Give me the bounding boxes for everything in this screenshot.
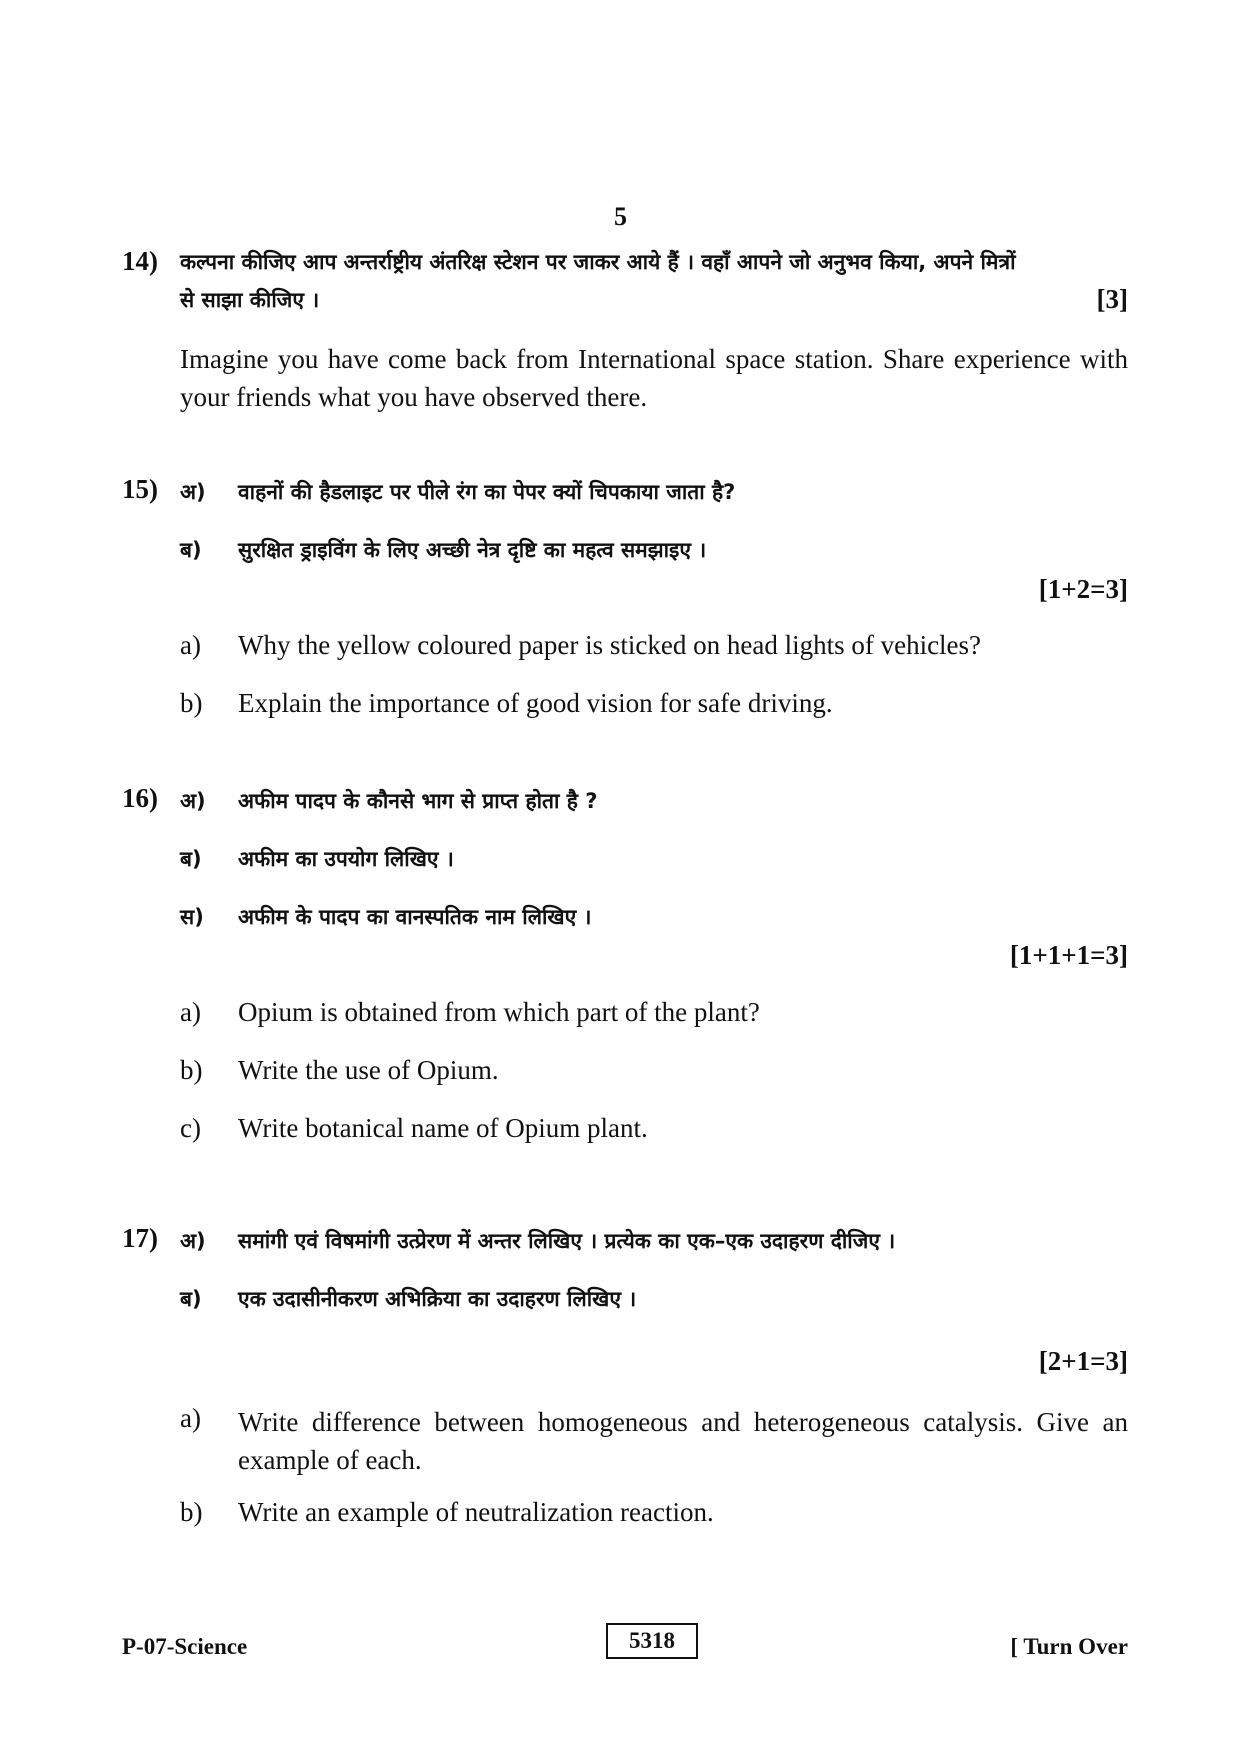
hindi-part-text: वाहनों की हैडलाइट पर पीले रंग का पेपर क्यों चिपकाया जाता है? [238, 480, 736, 504]
english-part-label: b) [180, 1055, 203, 1085]
hindi-part-text: अफीम पादप के कौनसे भाग से प्राप्त होता है ? [238, 789, 598, 813]
hindi-part-label: ब) [180, 1287, 202, 1311]
english-part-label: a) [180, 997, 201, 1027]
english-part-label: c) [180, 1113, 201, 1143]
question-marks: [1+2=3] [1038, 574, 1128, 604]
serial-number-box: 5318 [606, 1623, 698, 1659]
question-hindi-line-1: कल्पना कीजिए आप अन्तर्राष्ट्रीय अंतरिक्ष स्टेशन पर जाकर आये हैं । वहाँ आपने जो अनुभव किया, अपने मित्रों [180, 250, 1016, 274]
english-part-text: Write difference between homogeneous and heterogeneous catalysis. Give an example of each. [238, 1407, 1128, 1475]
hindi-part-text: एक उदासीनीकरण अभिक्रिया का उदाहरण लिखिए । [238, 1287, 637, 1311]
hindi-part-label: अ) [180, 1229, 206, 1253]
question-15 [122, 474, 1128, 724]
hindi-part-label: ब) [180, 847, 202, 871]
hindi-part-text: सुरक्षित ड्राइविंग के लिए अच्छी नेत्र दृष्टि का महत्व समझाइए । [238, 538, 707, 562]
question-hindi-line-2: से साझा कीजिए । [180, 288, 320, 312]
question-17 [122, 1223, 1128, 1543]
question-marks: [1+1+1=3] [1009, 940, 1128, 970]
hindi-part-text: समांगी एवं विषमांगी उत्प्रेरण में अन्तर लिखिए । प्रत्येक का एक–एक उदाहरण दीजिए । [238, 1229, 896, 1253]
question-english-text: Imagine you have come back from International space station. Share experience with your friends what you have observed there. [180, 344, 1128, 412]
question-number: 14) [122, 246, 158, 276]
hindi-part-label: अ) [180, 789, 206, 813]
english-part-text: Write the use of Opium. [238, 1055, 499, 1085]
english-part-text: Write an example of neutralization reaction. [238, 1497, 714, 1527]
hindi-part-text: अफीम का उपयोग लिखिए । [238, 847, 454, 871]
english-part-text: Why the yellow coloured paper is sticked on head lights of vehicles? [238, 630, 982, 660]
turn-over-label: [ Turn Over [1010, 1634, 1128, 1659]
english-part-label: b) [180, 688, 203, 718]
english-part-text: Write botanical name of Opium plant. [238, 1113, 648, 1143]
english-part-text: Opium is obtained from which part of the plant? [238, 997, 760, 1027]
question-marks: [2+1=3] [1038, 1346, 1128, 1376]
paper-code: P-07-Science [122, 1634, 248, 1659]
question-number: 17) [122, 1223, 158, 1253]
hindi-part-text: अफीम के पादप का वानस्पतिक नाम लिखिए । [238, 905, 592, 929]
english-part-text: Explain the importance of good vision for safe driving. [238, 688, 833, 718]
english-part-label: a) [180, 630, 201, 660]
question-number: 16) [122, 783, 158, 813]
hindi-part-label: स) [180, 905, 204, 929]
english-part-label: a) [180, 1403, 201, 1433]
english-part-label: b) [180, 1497, 203, 1527]
hindi-part-label: ब) [180, 538, 202, 562]
page-number: 5 [614, 202, 627, 231]
question-14 [122, 246, 1128, 416]
question-marks: [3] [1096, 284, 1128, 314]
question-16 [122, 783, 1128, 1153]
question-number: 15) [122, 474, 158, 504]
hindi-part-label: अ) [180, 480, 206, 504]
